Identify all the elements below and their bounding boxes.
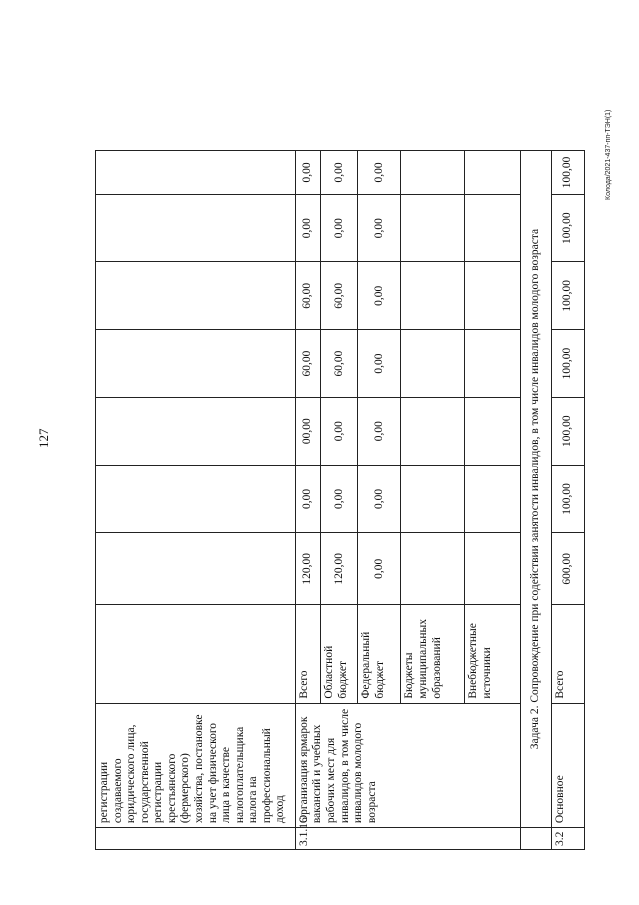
index-cell: 3.2 (552, 828, 585, 850)
source-cell: Бюджеты муниципальных образований (401, 605, 465, 703)
index-cell (96, 828, 296, 850)
value-cell: 120,00 (295, 533, 321, 605)
index-cell: 3.1.16 (295, 828, 521, 850)
value-cell: 120,00 (321, 533, 358, 605)
value-cell: 0,00 (358, 397, 401, 465)
value-cell: 0,00 (295, 151, 321, 195)
continuation-text: регистрации создаваемого юридического лица, государственной регистрации крестьянского (фермерского) хозяйства, постановке на учет физического лица в качестве налогоплательщика налога на профессиональный доход (96, 703, 296, 828)
value-cell: 0,00 (358, 262, 401, 330)
value-cell: 60,00 (295, 330, 321, 398)
value-cell: 100,00 (552, 465, 585, 533)
rotated-table-wrapper (95, 150, 585, 850)
value-cell: 100,00 (552, 151, 585, 195)
value-cell: 0,00 (321, 397, 358, 465)
source-cell: Федеральный бюджет (358, 605, 401, 703)
value-cell (401, 262, 465, 330)
value-cell: 100,00 (552, 330, 585, 398)
page-number: 127 (36, 428, 51, 448)
table-row (295, 151, 321, 850)
value-cell: 0,00 (321, 465, 358, 533)
source-cell: Всего (552, 605, 585, 703)
value-cell: 0,00 (358, 330, 401, 398)
value-cell (464, 330, 520, 398)
value-cell: 600,00 (552, 533, 585, 605)
value-cell (464, 194, 520, 262)
value-cell (464, 533, 520, 605)
value-cell (401, 330, 465, 398)
value-cell: 60,00 (321, 330, 358, 398)
budget-table (95, 150, 585, 850)
source-cell: Областной бюджет (321, 605, 358, 703)
value-cell: 100,00 (552, 397, 585, 465)
value-cell (401, 533, 465, 605)
value-cell (464, 262, 520, 330)
measure-name: Основное (552, 703, 585, 828)
value-cell: 60,00 (321, 262, 358, 330)
value-cell (401, 194, 465, 262)
value-cell: 0,00 (321, 194, 358, 262)
value-cell: 0,00 (358, 465, 401, 533)
value-cell: 100,00 (552, 194, 585, 262)
table-row (521, 151, 552, 850)
value-cell: 0,00 (321, 151, 358, 195)
value-cell (401, 151, 465, 195)
value-cell: 0,00 (295, 465, 321, 533)
value-cell (401, 465, 465, 533)
table-row (96, 151, 296, 850)
value-cell: 60,00 (295, 262, 321, 330)
document-code: Колода/2021-437-пп-ТЭН(1) (605, 109, 612, 200)
value-cell: 00,00 (295, 397, 321, 465)
source-cell: Всего (295, 605, 321, 703)
value-cell (464, 397, 520, 465)
task-heading: Задача 2. Сопровождение при содействии занятости инвалидов, в том числе инвалидов молодого возраста (521, 151, 552, 828)
value-cell: 0,00 (358, 533, 401, 605)
value-cell: 0,00 (358, 194, 401, 262)
value-cell (401, 397, 465, 465)
value-cell: 0,00 (358, 151, 401, 195)
measure-name: Организация ярмарок вакансий и учебных рабочих мест для инвалидов, в том числе инвалидов молодого возраста (295, 703, 521, 828)
value-cell (464, 465, 520, 533)
table-row (552, 151, 585, 850)
value-cell (464, 151, 520, 195)
source-cell: Внебюджетные источники (464, 605, 520, 703)
value-cell: 100,00 (552, 262, 585, 330)
value-cell: 0,00 (295, 194, 321, 262)
